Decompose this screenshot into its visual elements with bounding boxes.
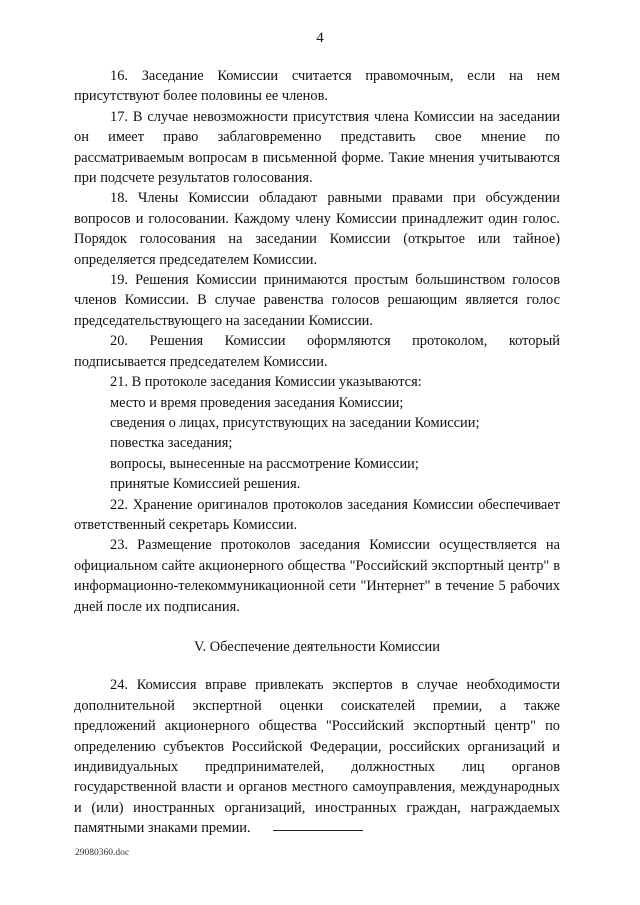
paragraph-24: 24. Комиссия вправе привлекать экспертов в случае необходимости дополнительной экспертной оценки соискателей премии, а также предложений акционерного общества "Российский экспортный центр" по определению субъектов Российской Федерации, российских организаций и индивидуальных предпринимателей, должностных лиц органов государственной власти и органов местного самоуправления, международных и (или) иностранных организаций, иностранных граждан, награждаемых памятными знаками премии.	[74, 677, 560, 837]
document-body	[74, 66, 560, 839]
paragraph-16: 16. Заседание Комиссии считается правомочным, если на нем присутствуют более половины ее членов.	[74, 68, 560, 105]
paragraph-20: 20. Решения Комиссии оформляются протоколом, который подписывается председателем Комиссии.	[74, 333, 560, 370]
paragraph-21: 21. В протоколе заседания Комиссии указываются:	[110, 374, 422, 391]
protocol-item: место и время проведения заседания Комиссии;	[110, 394, 404, 411]
paragraph-19: 19. Решения Комиссии принимаются простым большинством голосов членов Комиссии. В случае равенства голосов решающим является голос председательствующего на заседании Комиссии.	[74, 272, 560, 329]
protocol-item: повестка заседания;	[110, 435, 233, 452]
protocol-item: принятые Комиссией решения.	[110, 476, 301, 493]
section-heading: V. Обеспечение деятельности Комиссии	[194, 638, 440, 655]
paragraph-18: 18. Члены Комиссии обладают равными правами при обсуждении вопросов и голосовании. Каждому члену Комиссии принадлежит один голос. Порядок голосования на заседании Комиссии (открытое или тайное) определяется председателем Комиссии.	[74, 190, 560, 268]
paragraph-22: 22. Хранение оригиналов протоколов заседания Комиссии обеспечивает ответственный секретарь Комиссии.	[74, 496, 560, 533]
end-divider	[273, 830, 363, 831]
page-number: 4	[316, 30, 324, 46]
protocol-item: вопросы, вынесенные на рассмотрение Комиссии;	[110, 455, 419, 472]
paragraph-17: 17. В случае невозможности присутствия члена Комиссии на заседании он имеет право заблаговременно представить свое мнение по рассматриваемым вопросам в письменной форме. Такие мнения учитываются при подсчете результатов голосования.	[74, 108, 560, 187]
protocol-item: сведения о лицах, присутствующих на заседании Комиссии;	[110, 414, 480, 431]
document-code: 29080360.doc	[75, 848, 130, 858]
paragraph-23: 23. Размещение протоколов заседания Комиссии осуществляется на официальном сайте акционерного общества "Российский экспортный центр" в информационно-телекоммуникационной сети "Интернет" в течение 5 рабочих дней после их подписания.	[74, 537, 560, 615]
